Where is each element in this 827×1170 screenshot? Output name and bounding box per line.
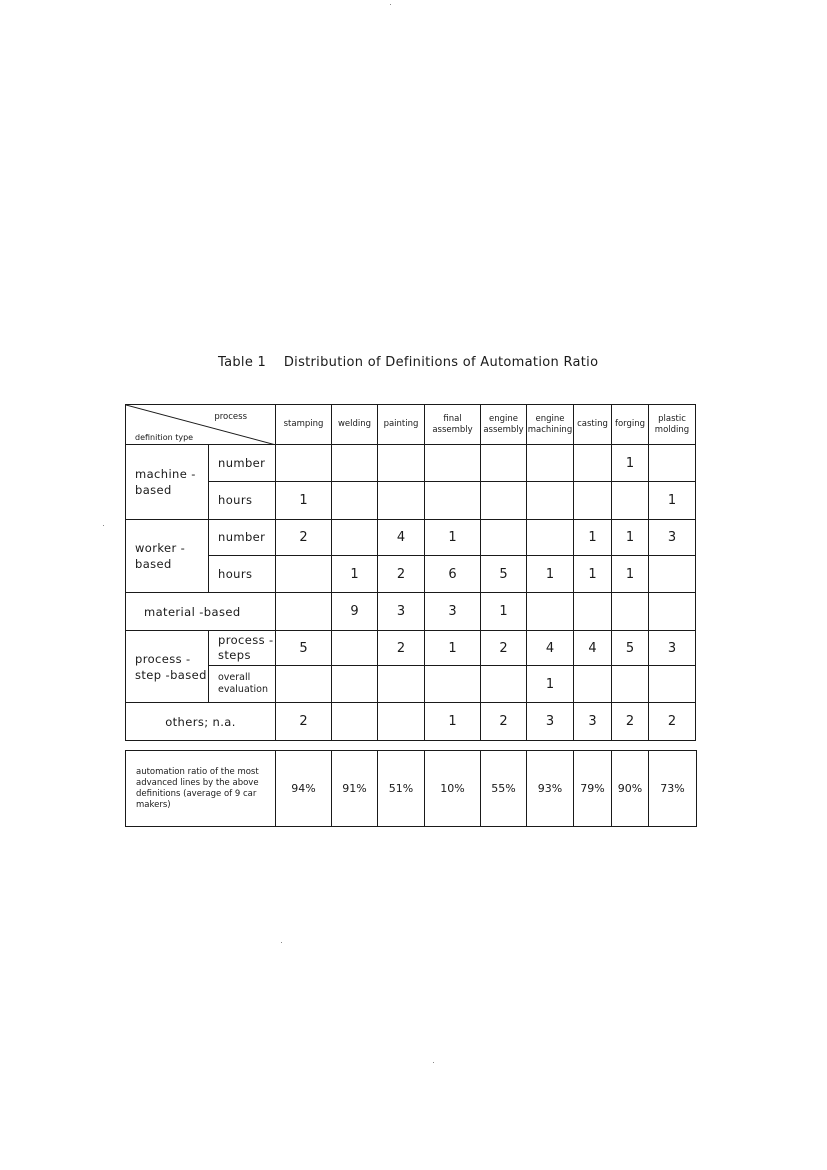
- column-header: engine machining: [527, 405, 574, 445]
- table-cell: [481, 520, 527, 556]
- row-sublabel: hours: [209, 482, 276, 520]
- table-cell: 9: [332, 593, 378, 631]
- table-cell: 3: [425, 593, 481, 631]
- row-group-label: process -step -based: [126, 631, 209, 703]
- table-cell: [481, 445, 527, 482]
- table-cell: [378, 445, 425, 482]
- table-cell: 1: [527, 556, 574, 593]
- summary-cell: 90%: [612, 751, 649, 827]
- table-cell: 6: [425, 556, 481, 593]
- column-header: painting: [378, 405, 425, 445]
- table-cell: [425, 666, 481, 703]
- table-cell: [332, 445, 378, 482]
- table-cell: 1: [574, 520, 612, 556]
- table-cell: 3: [527, 703, 574, 741]
- automation-ratio-table: [125, 750, 697, 827]
- table-cell: 3: [649, 631, 696, 666]
- summary-cell: 94%: [276, 751, 332, 827]
- row-sublabel: overall evaluation: [209, 666, 276, 703]
- table-row: [126, 703, 696, 741]
- table-cell: [276, 556, 332, 593]
- table-cell: [378, 703, 425, 741]
- row-sublabel: process -steps: [209, 631, 276, 666]
- scan-speck: [281, 942, 282, 943]
- table-cell: [574, 445, 612, 482]
- table-cell: 2: [378, 631, 425, 666]
- corner-definition-label: definition type: [135, 433, 194, 442]
- table-cell: 3: [649, 520, 696, 556]
- header-row: [126, 405, 696, 445]
- table-cell: [527, 482, 574, 520]
- column-header: forging: [612, 405, 649, 445]
- summary-cell: 51%: [378, 751, 425, 827]
- table-cell: [276, 445, 332, 482]
- scan-speck: [390, 4, 391, 5]
- table-row: [126, 482, 696, 520]
- table-cell: [332, 520, 378, 556]
- table-cell: [332, 631, 378, 666]
- table-cell: [649, 556, 696, 593]
- table-cell: 1: [276, 482, 332, 520]
- table-cell: 1: [612, 445, 649, 482]
- row-group-label: worker -based: [126, 520, 209, 593]
- table-cell: [612, 593, 649, 631]
- table-cell: [649, 445, 696, 482]
- table-cell: [527, 520, 574, 556]
- table-cell: 1: [649, 482, 696, 520]
- table-cell: [276, 666, 332, 703]
- table-cell: [481, 482, 527, 520]
- column-header: welding: [332, 405, 378, 445]
- scan-speck: [433, 1062, 434, 1063]
- row-group-label: others; n.a.: [126, 703, 276, 741]
- table-cell: 4: [527, 631, 574, 666]
- table-cell: 2: [481, 631, 527, 666]
- table-cell: [425, 482, 481, 520]
- column-header: casting: [574, 405, 612, 445]
- table-cell: 5: [612, 631, 649, 666]
- table-cell: 4: [574, 631, 612, 666]
- table-cell: 1: [425, 520, 481, 556]
- column-header: engine assembly: [481, 405, 527, 445]
- row-group-label: material -based: [126, 593, 276, 631]
- table-cell: [332, 482, 378, 520]
- table-row: [126, 520, 696, 556]
- table-cell: [649, 666, 696, 703]
- row-sublabel: hours: [209, 556, 276, 593]
- table-cell: 1: [612, 556, 649, 593]
- table-cell: 1: [527, 666, 574, 703]
- table-row: [126, 556, 696, 593]
- corner-cell: [126, 405, 276, 445]
- table-cell: [574, 593, 612, 631]
- table-cell: [276, 593, 332, 631]
- table-cell: 2: [276, 703, 332, 741]
- column-header: plastic molding: [649, 405, 696, 445]
- table-cell: 5: [276, 631, 332, 666]
- summary-cell: 93%: [527, 751, 574, 827]
- table-cell: 2: [481, 703, 527, 741]
- summary-cell: 79%: [574, 751, 612, 827]
- table-cell: [481, 666, 527, 703]
- table-cell: [425, 445, 481, 482]
- table-cell: [378, 666, 425, 703]
- table-cell: [574, 482, 612, 520]
- table-cell: [527, 445, 574, 482]
- table-cell: 1: [612, 520, 649, 556]
- table-cell: [612, 666, 649, 703]
- summary-cell: 91%: [332, 751, 378, 827]
- row-sublabel: number: [209, 445, 276, 482]
- summary-label: automation ratio of the most advanced lines by the above definitions (average of 9 car makers): [126, 751, 276, 827]
- table-row: [126, 666, 696, 703]
- table-cell: [612, 482, 649, 520]
- table-cell: 4: [378, 520, 425, 556]
- table-row: [126, 593, 696, 631]
- table-cell: 2: [612, 703, 649, 741]
- table-cell: [574, 666, 612, 703]
- table-cell: 5: [481, 556, 527, 593]
- table-cell: 3: [378, 593, 425, 631]
- table-cell: 2: [649, 703, 696, 741]
- table-cell: 1: [574, 556, 612, 593]
- table-cell: 1: [425, 631, 481, 666]
- scan-speck: [103, 525, 104, 526]
- summary-cell: 73%: [649, 751, 697, 827]
- column-header: final assembly: [425, 405, 481, 445]
- table-cell: [332, 666, 378, 703]
- table-row: [126, 445, 696, 482]
- table-cell: 1: [425, 703, 481, 741]
- corner-process-label: process: [214, 412, 247, 422]
- table-cell: [378, 482, 425, 520]
- column-header: stamping: [276, 405, 332, 445]
- table-cell: 1: [481, 593, 527, 631]
- summary-cell: 10%: [425, 751, 481, 827]
- table-cell: 2: [378, 556, 425, 593]
- summary-row: [126, 751, 697, 827]
- table-title: Table 1 Distribution of Definitions of Automation Ratio: [218, 355, 599, 370]
- row-sublabel: number: [209, 520, 276, 556]
- table-cell: [332, 703, 378, 741]
- table-row: [126, 631, 696, 666]
- table-cell: 3: [574, 703, 612, 741]
- table-cell: [649, 593, 696, 631]
- summary-cell: 55%: [481, 751, 527, 827]
- table-cell: [527, 593, 574, 631]
- row-group-label: machine -based: [126, 445, 209, 520]
- table-cell: 2: [276, 520, 332, 556]
- definitions-table: [125, 404, 696, 741]
- table-cell: 1: [332, 556, 378, 593]
